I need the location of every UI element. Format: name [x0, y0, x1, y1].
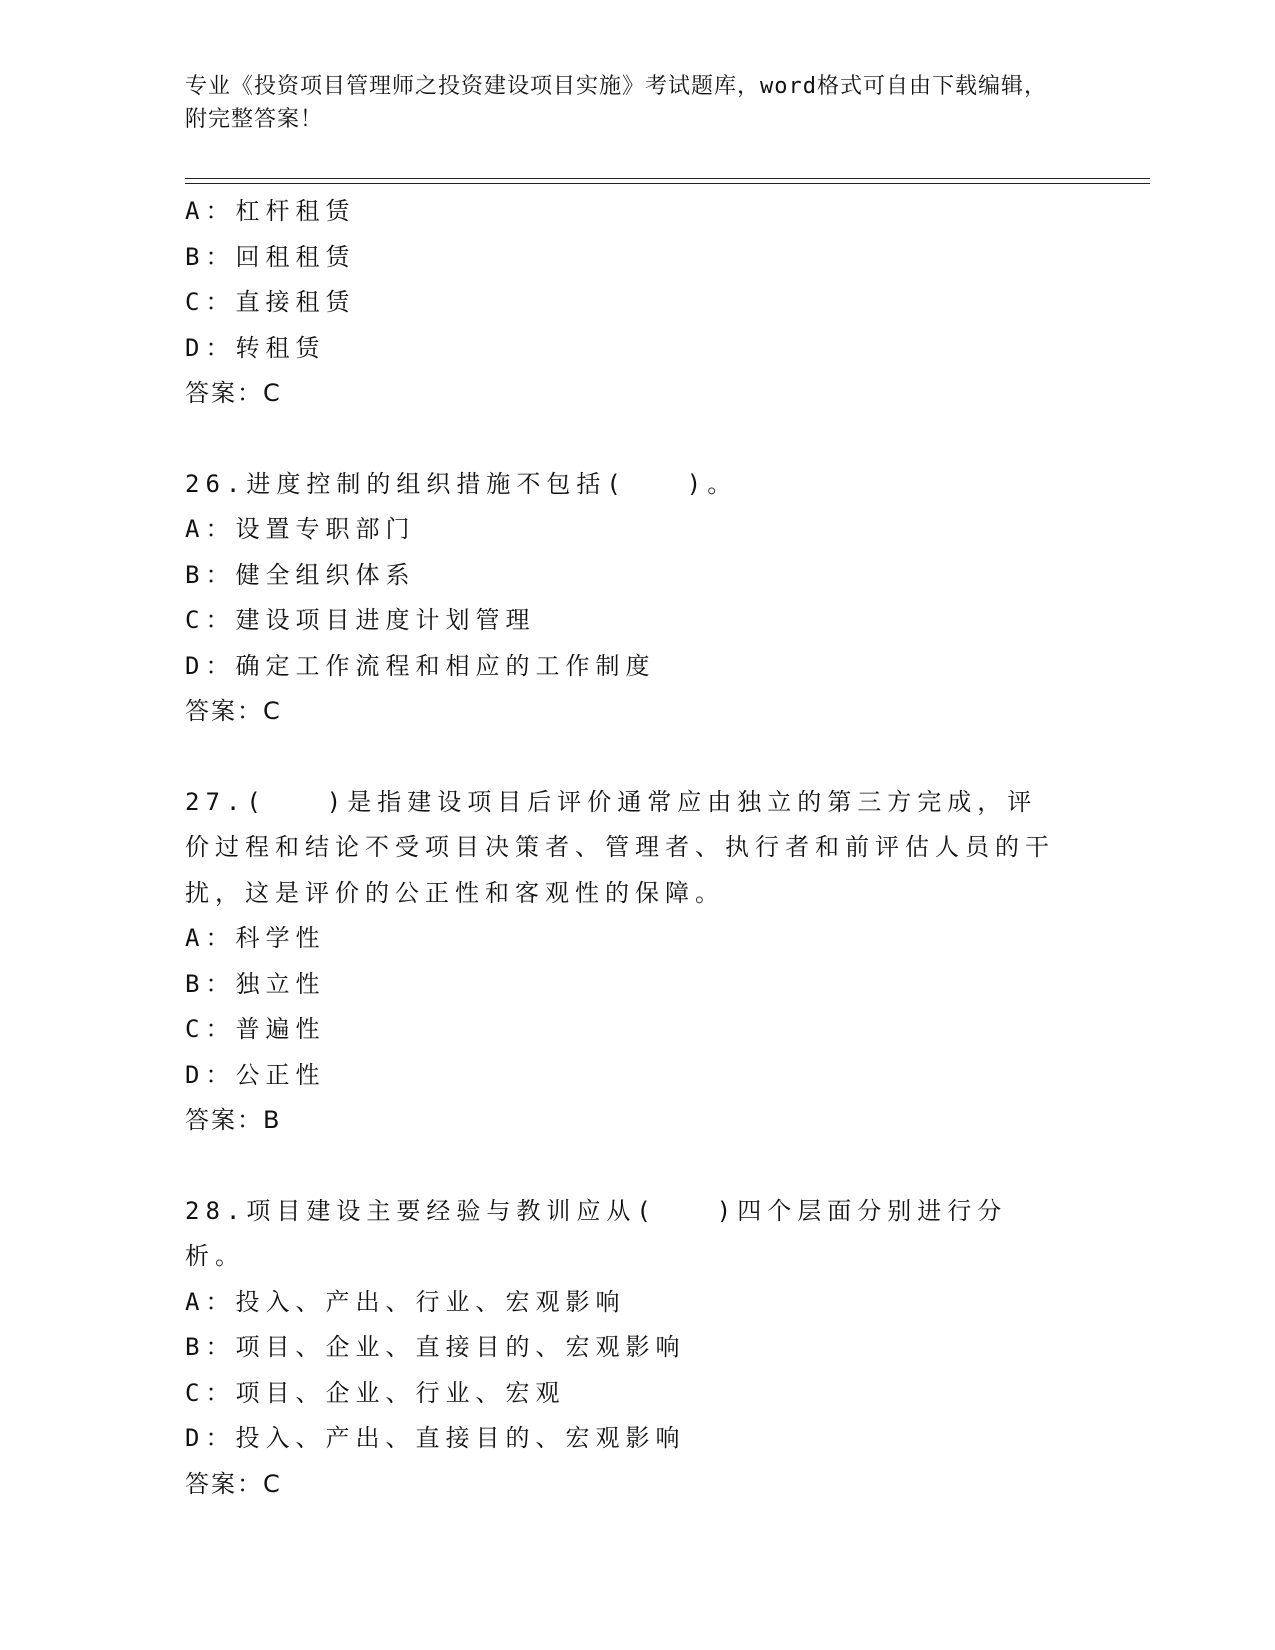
option-d: D：转租赁 [185, 333, 326, 362]
document-header: 专业《投资项目管理师之投资建设项目实施》考试题库，word格式可自由下载编辑，附完整答案！ [185, 74, 1047, 132]
question-text: 28.项目建设主要经验与教训应从( )四个层面分别进行分析。 [185, 1196, 1008, 1270]
option-a: A：科学性 [185, 924, 326, 952]
option-d: D：公正性 [185, 1060, 326, 1089]
answer: 答案：C [185, 379, 282, 407]
option-d: D：投入、产出、直接目的、宏观影响 [185, 1424, 686, 1452]
answer: 答案：B [185, 1106, 282, 1134]
option-a: A：设置专职部门 [185, 515, 416, 543]
answer: 答案：C [185, 697, 282, 725]
question-text: 26.进度控制的组织措施不包括( )。 [185, 469, 738, 498]
option-c: C：项目、企业、行业、宏观 [185, 1378, 566, 1407]
option-c: C：普遍性 [185, 1015, 326, 1043]
question-26 [185, 462, 1065, 735]
option-d: D：确定工作流程和相应的工作制度 [185, 651, 656, 680]
option-b: B：独立性 [185, 969, 326, 998]
option-a: A：杠杆租赁 [185, 197, 356, 225]
answer: 答案：C [185, 1469, 282, 1498]
header-divider-top [185, 178, 1150, 179]
option-c: C：建设项目进度计划管理 [185, 606, 536, 634]
question-28 [185, 1189, 1065, 1508]
header-divider-bottom [185, 183, 1150, 184]
option-b: B：健全组织体系 [185, 560, 416, 589]
option-b: B：回租租赁 [185, 242, 356, 271]
question-list [185, 189, 1065, 1507]
option-b: B：项目、企业、直接目的、宏观影响 [185, 1333, 686, 1361]
question-27 [185, 780, 1065, 1144]
option-c: C：直接租赁 [185, 288, 356, 316]
question-text: 27.( )是指建设项目后评价通常应由独立的第三方完成，评价过程和结论不受项目决策者、管理者、执行者和前评估人员的干扰，这是评价的公正性和客观性的保障。 [185, 787, 1055, 907]
option-a: A：投入、产出、行业、宏观影响 [185, 1287, 626, 1316]
question-25 [185, 189, 1065, 417]
